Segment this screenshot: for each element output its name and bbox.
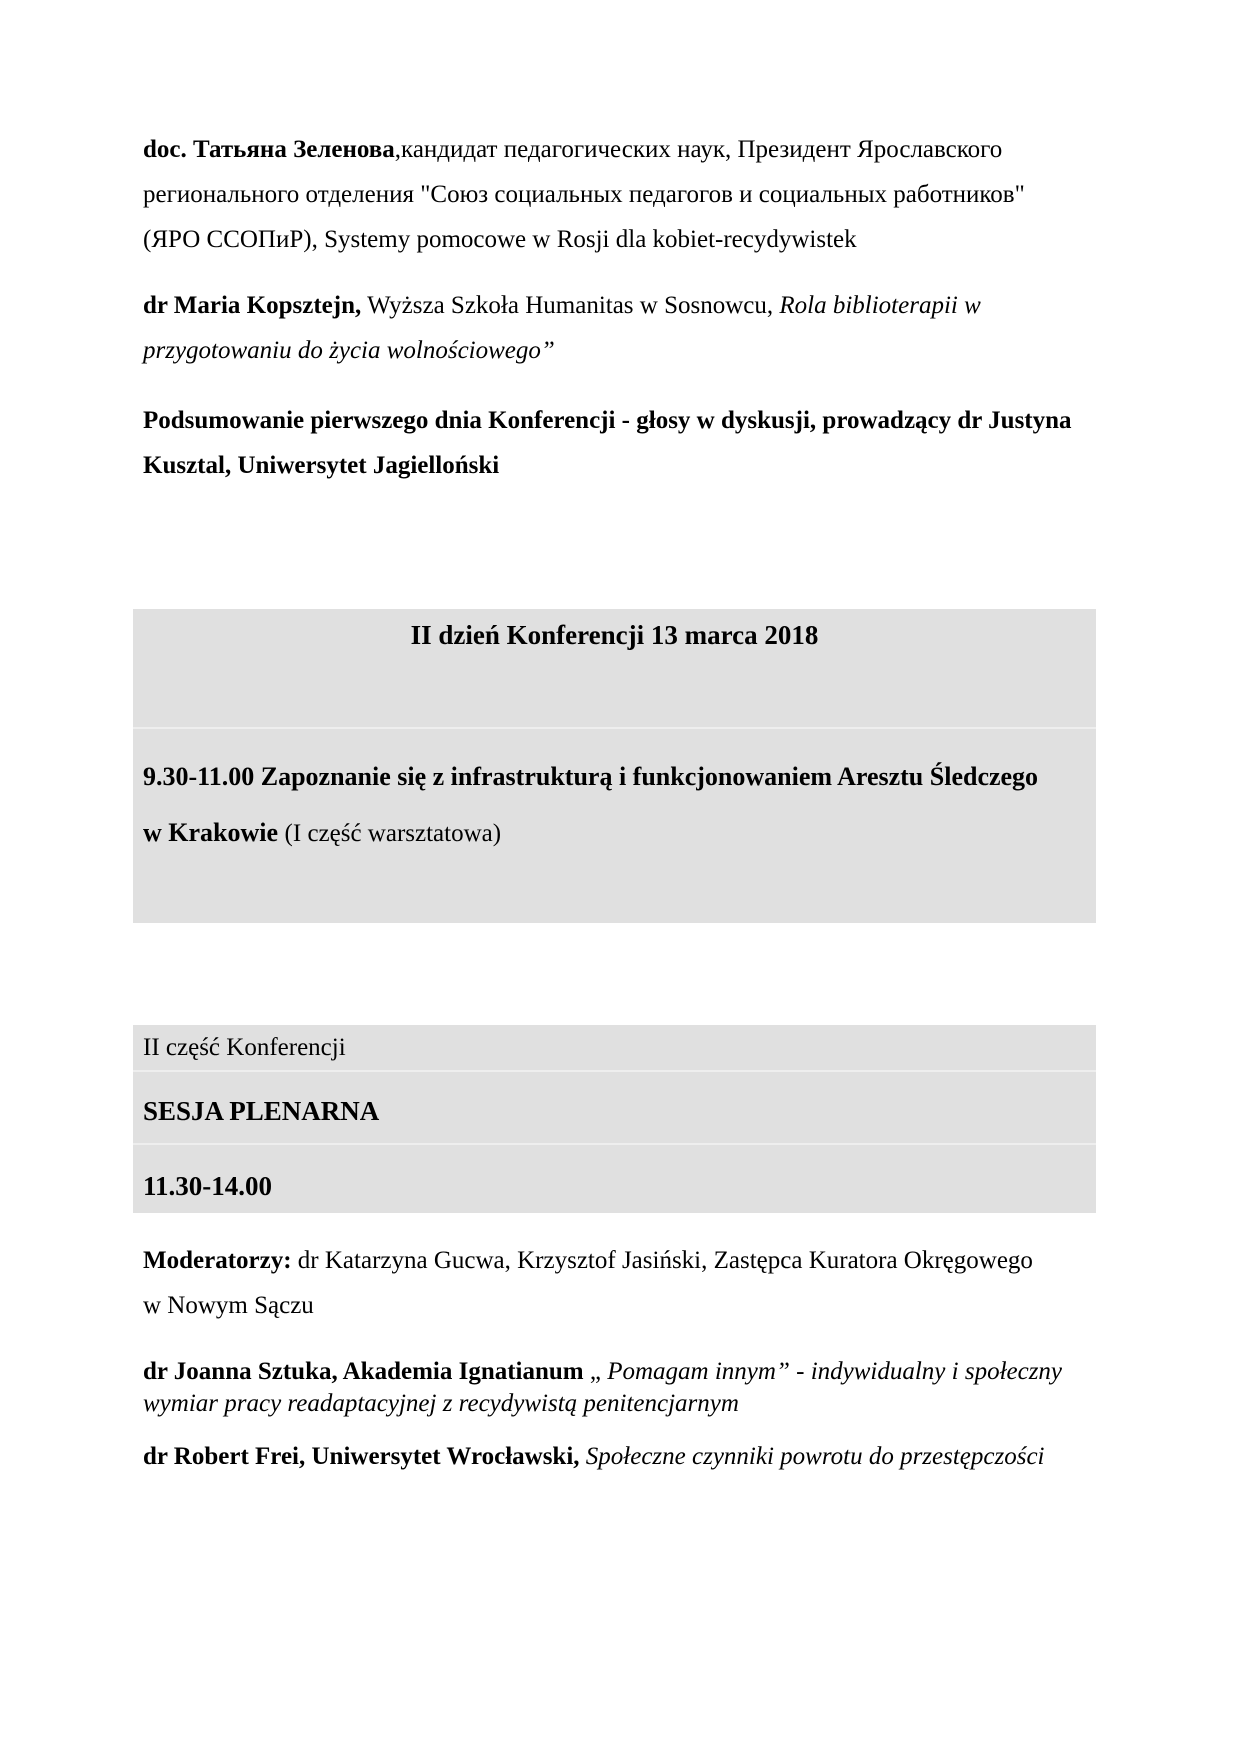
day2-shaded-block <box>133 609 1096 923</box>
paragraph-speaker-kopsztejn <box>143 283 1113 373</box>
conference-part-label: II część Konferencji <box>143 1034 346 1061</box>
text-line: wymiar pracy readaptacyjnej z recydywistą penitencjarnym <box>143 1390 739 1417</box>
text-line: dr Joanna Sztuka, Akademia Ignatianum „ Pomagam innym” - indywidualny i społeczny <box>143 1358 1063 1385</box>
text-line: регионального отделения "Союз социальных педагогов и социальных работников" <box>143 181 1025 208</box>
workshop-session-row <box>133 727 1096 923</box>
paragraph-speaker-frei <box>143 1441 1113 1473</box>
plenary-session-title: SESJA PLENARNA <box>143 1096 380 1126</box>
plenary-time-row <box>133 1143 1096 1213</box>
plenary-session-row <box>133 1070 1096 1143</box>
conference-part-row <box>133 1025 1096 1070</box>
day2-title: II dzień Konferencji 13 marca 2018 <box>410 620 819 650</box>
plenary-shaded-block <box>133 1025 1096 1213</box>
text-line: Moderatorzy: dr Katarzyna Gucwa, Krzysztof Jasiński, Zastępca Kuratora Okręgowego <box>143 1247 1033 1274</box>
text-line: dr Robert Frei, Uniwersytet Wrocławski, Społeczne czynniki powrotu do przestępczości <box>143 1443 1045 1470</box>
paragraph-speaker-sztuka <box>143 1356 1113 1420</box>
paragraph-day1-summary <box>143 398 1113 488</box>
text-line: Kusztal, Uniwersytet Jagielloński <box>143 452 500 479</box>
text-line: doc. Татьяна Зеленова,кандидат педагогических наук, Президент Ярославского <box>143 136 1003 163</box>
text-line: w Nowym Sączu <box>143 1292 314 1319</box>
day2-header-row <box>133 609 1096 727</box>
text-line: w Krakowie (I część warsztatowa) <box>143 818 502 847</box>
plenary-time: 11.30-14.00 <box>143 1171 273 1201</box>
paragraph-moderators <box>143 1238 1113 1328</box>
text-line: (ЯРО ССОПиР), Systemy pomocowe w Rosji dla kobiet-recydywistek <box>143 226 857 253</box>
text-line: przygotowaniu do życia wolnościowego” <box>143 337 555 364</box>
paragraph-speaker-zelenova <box>143 127 1113 262</box>
text-line: dr Maria Kopsztejn, Wyższa Szkoła Humanitas w Sosnowcu, Rola biblioterapii w <box>143 292 981 319</box>
text-line: 9.30-11.00 Zapoznanie się z infrastrukturą i funkcjonowaniem Aresztu Śledczego <box>143 762 1039 791</box>
text-line: Podsumowanie pierwszego dnia Konferencji - głosy w dyskusji, prowadzący dr Justyna <box>143 407 1072 434</box>
